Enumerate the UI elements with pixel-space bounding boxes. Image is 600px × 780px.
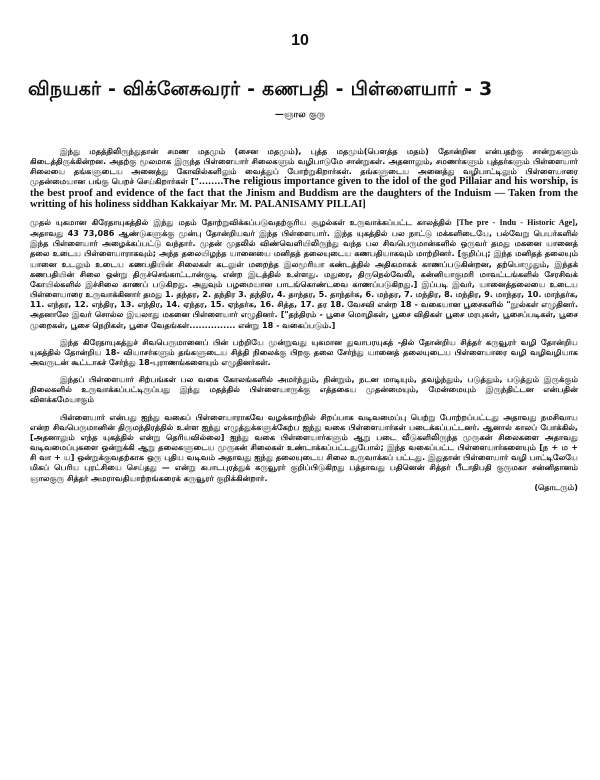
paragraph-2-part-a: முதல் யுகமான கிரேதாயுகத்தில் இந்து மதம் தோற்றுவிக்கப்படுவதற்குரிய சூழல்கள் உருவாக்கப்பட்ட காலத்தில் xyxy=(30,216,457,227)
paragraph-5 xyxy=(30,412,578,492)
paragraph-1 xyxy=(30,146,578,210)
article-title: விநயகர் - விக்னேசுவரர் - கணபதி - பிள்ளையார் - 3 xyxy=(28,78,493,100)
author-byline: —ஞால குரு xyxy=(274,110,326,120)
paragraph-2-english-term: [The pre - Indu - Historic Age] xyxy=(456,217,575,227)
paragraph-1-english-quote: religious importance given to the idol of the god Pillaiar and his worship, is the best proof and evidence of the fact that the Jinism and Buddism are the daughters of the Induism — Taken from the writting of his holiness siddhan Kakkaiyar Mr. M. PALANISAMY PILLAI] xyxy=(30,176,578,210)
article-body xyxy=(30,146,578,499)
paragraph-4: இந்தப் பிள்ளையார் சிற்பங்கள் பல வகை கோலங்களில் அமர்ந்தும், நின்றும், நடன மாடியும், தவழ்ந்தும், படுத்தும், படுத்தும் இருக்கும் நிலைகளில் உருவாக்கப்பட்டிருப்பது இந்து மதத்தில் பிள்ளையாருக்கு எத்தகைய முதன்மையும், மேன்மையும் இருந்திட்டன என்பதின் விளக்கமேயாகும் xyxy=(30,374,578,405)
paragraph-1-tamil: இந்து மதத்திலிருந்துதான் சமண மதமும் (சைன மதமும்), புத்த மதமும்(பௌத்த மதம்) தோன்றின என்பதற்கு சான்றுகளும் கிடைத்திருக்கின்றன. அதற்கு மூலமாக இருந்த பிள்ளையார் சிலைகளும் வழிபாடுமே சான்றுகள். அதனாலும், சமணர்களும் புத்தர்களும் பிள்ளையார் சிலையை தங்களுடைய அனைத்து கோவில்களிலும் வைத்துப் போற்றுகிறார்கள். தங்களுடைய அனைத்து வழிபாட்டிலும் பிள்ளையாரை முதன்மையான பங்கு பெறச் செய்கிறார்கள் ["........The xyxy=(30,146,578,187)
paragraph-3: இந்த கிரேதாயுகத்துச் சிவபெருமானைப் பின் பற்றியே முன்றுவது யுகமான துவாபரயுகத் -தில் தோன்றிய சித்தர் கருவூரர் வழி தோன்றிய யுகத்தில் தோன்றிய 18- வியாசர்களும் தங்களுடைய சித்தி நிலைக்கு பிறகு தலை சேர்ந்து யானைத் தலையுடைய பிள்ளையாரை வழி வழிவழியாக அவருடன் கூட்டாகச் சேர்ந்து 18-புராணங்களையும் எழுதினர்கள். xyxy=(30,336,578,367)
page-number: 10 xyxy=(291,32,309,49)
paragraph-5-text: பிள்ளையார் என்பது ஐந்து வகைப் பிள்ளையாராகவே வழக்காற்றில் சிறப்பாக வடிவமைப்பு பெற்று போற்றப்பட்டது அதாவது நமசிவாய என்ற சிவபெருமானின் திருமந்திரத்தில் உள்ள ஐந்து எழுத்துக்களுக்கேற்ப ஐந்து வகை பிள்ளையார்கள் படைக்கப்பட்டனர். ஆனால் காலப் போக்கில், [அதனாலும் எந்த யுகத்தில் என்று தெரியவில்லை] ஐந்து வகை பிள்ளையார்களும் ஆறு படை வீடுகளிலிருந்த முருகன் சிலைகளை அதாவது வடிவமைப்புகளை ஒன்றுக்கி ஆறு தலைகளுடைய முருகன் சிலைகள் உண்டாக்கப்பட்டதுபோல்; இந்த வகைப்பட்ட பிள்ளையார்களையும் [ந + ம + சி வா + ய] ஒன்றுக்குவதற்காக ஒரு புதிய வடிவம் அதாவது ஐந்து தலையுடைய சிலை உருவாக்கப் பட்டது. இதுதான் பிள்ளையார் வழி பாட்டிலேயே மிகப் பெரிய புரட்சியை செய்தது — என்று கபாடபுரத்துக் கருவூரர் குறிப்பிடுகிறது பத்தாவது பதினென் சித்தர் பீடாதிபதி குருமகா சன்னிதானம் ஞாலகுரு சித்தர் அமராவதியாற்றங்கரைக் கருவூரர் குறிக்கின்றார். xyxy=(30,411,578,483)
continued-label: (தொடரும்) xyxy=(534,481,578,492)
paragraph-2 xyxy=(30,217,578,330)
paragraph-2-part-b: , அதாவது 43 73,086 ஆண்டுகளுக்கு முன்பு தோன்றியவர் இந்த பிள்ளையார். இந்த யுகத்தில் பல நாட்டு மக்களிடையே, பல்வேறு பெயர்களில் இந்த பிள்ளையார் அழைக்கப்பட்டு வந்தார். முதன் முதலில் விண்வெளியிலிருந்து வந்த பல சிவபெருமான்களில் ஒருவர் தமது மகனை யானைத் தலை உடைய பிள்ளையாராகவும்; அந்த தலையிழந்த யானையை மனிதத் தலையுடைய கணபதியாகவும் மாற்றினர். [குறிப்பு; இந்த மனிதத் தலையும் யானை உடலும் உடைய கணபதியின் சிலைகள் கடலுள் மறைந்த இலமூரியா கண்டத்தில் அதிகமாகக் காணப்படுகின்றன, தற்பொழுதும், இந்தக் கணபதியின் சிலை ஒன்று திருச்செங்காட்டான்குடி என்ற இடத்தில் உள்ளது. மதுரை, திருநெல்வேலி, கன்னியாகுமரி மாவட்டங்களில் சேரசிவக் கோயில்களில் இச்சிலை காணப் படுகிறது. அதுவும் பழமையான பாடங்கொண்டவை காணப்படுகிறது.] இப்படி இவர், யானைத்தலையை உடைய பிள்ளையாரை உருவாக்கினார் தமது 1. தந்தர, 2. தந்திர 3. தந்திர, 4. தாந்தர, 5. தாந்தர்க, 6. மந்தர, 7. மந்திர, 8. மந்திர, 9. மாந்தர, 10. மாந்தர்க, 11. எந்தர, 12. எந்திர, 13. எந்திர, 14. ஏந்தர, 15. ஏந்தர்க, 16. சித்த, 17. தர 18. வேசவி என்ற 18 - வகையான பூசைகளில் "நூல்கள் எழுதினர். அதனாலே இவர் சொல்ல இயலாது மகனை பிள்ளையார் எழுதினர். ["தந்திரம் - பூசை மொழிகள், பூசை விதிகள் பூசை மரபுகள், பூசைப்படிகள், பூசை முறைகள், பூசை நெறிகள், பூசை வேதங்கள்............... என்று 18 - வகைப்படும்.] xyxy=(30,216,579,330)
